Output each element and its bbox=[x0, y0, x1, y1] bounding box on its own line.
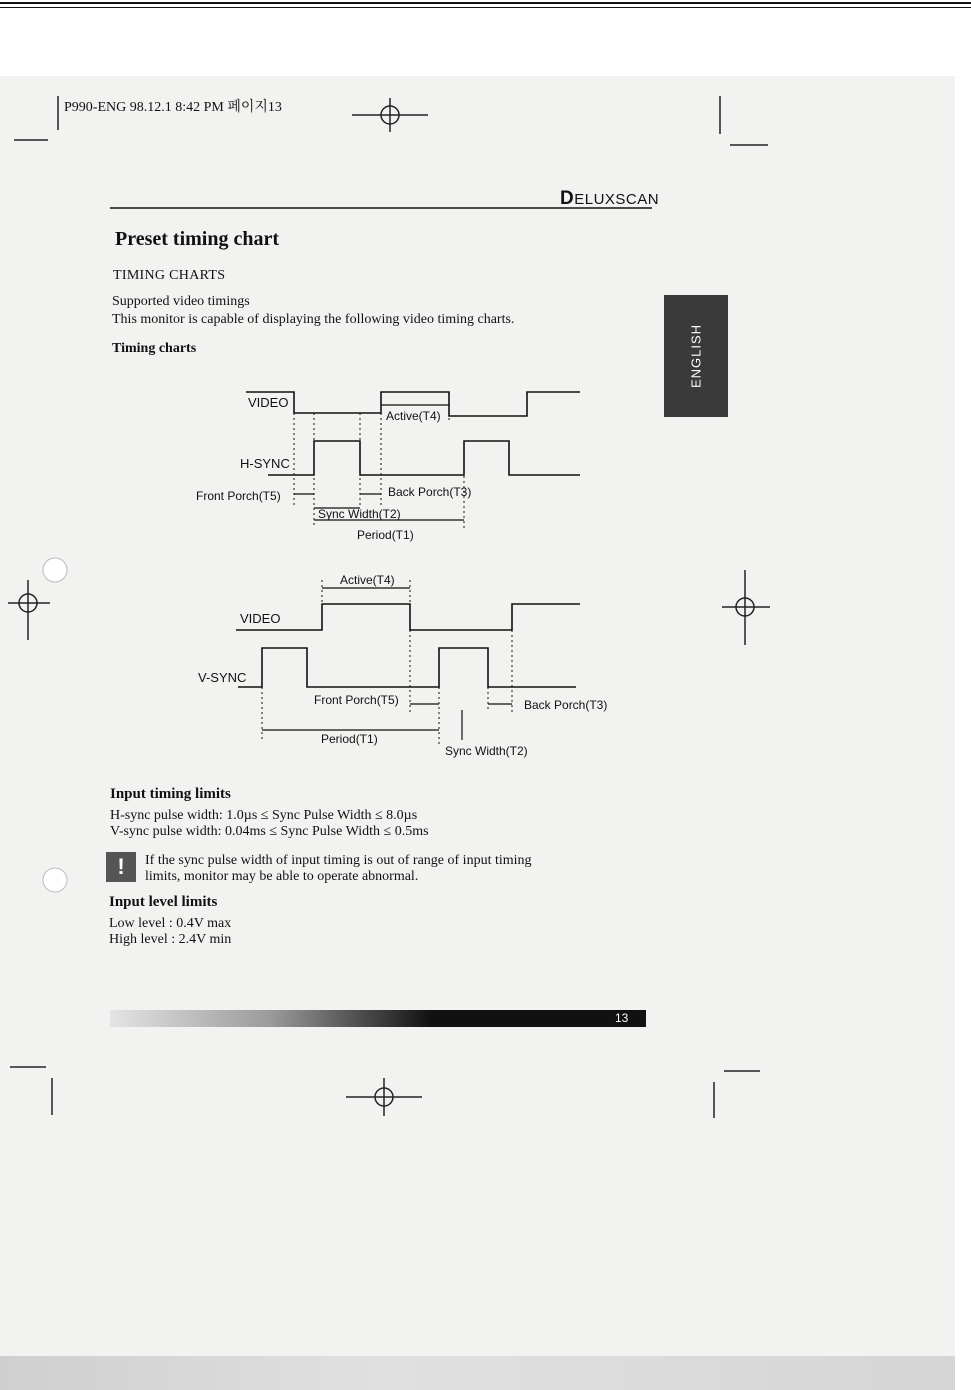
h-sync-waveform bbox=[268, 441, 580, 475]
h-sync-width-label: Sync Width(T2) bbox=[318, 507, 401, 521]
h-active-label: Active(T4) bbox=[386, 409, 441, 423]
v-active-label: Active(T4) bbox=[340, 573, 395, 587]
v-front-porch-label: Front Porch(T5) bbox=[314, 693, 399, 707]
input-timing-line-1: H-sync pulse width: 1.0µs ≤ Sync Pulse Width ≤ 8.0µs bbox=[110, 808, 418, 823]
warning-line-1: If the sync pulse width of input timing is out of range of input timing bbox=[145, 853, 532, 868]
footer-bar bbox=[110, 1010, 646, 1027]
brand-logo bbox=[560, 188, 659, 210]
language-tab-label: ENGLISH bbox=[688, 323, 704, 389]
v-sync-waveform bbox=[238, 648, 576, 687]
subsection-heading: Timing charts bbox=[112, 341, 197, 356]
page-title: Preset timing chart bbox=[115, 228, 280, 250]
scan-edge bbox=[0, 1356, 955, 1390]
page-number: 13 bbox=[615, 1011, 629, 1025]
v-period-label: Period(T1) bbox=[321, 732, 378, 746]
v-arrows bbox=[262, 588, 512, 740]
h-period-label: Period(T1) bbox=[357, 528, 414, 542]
h-front-porch-label: Front Porch(T5) bbox=[196, 489, 281, 503]
brand-rest: ELUXSCAN bbox=[574, 191, 660, 208]
v-sync-label: V-SYNC bbox=[198, 670, 247, 685]
warning-line-2: limits, monitor may be able to operate abnormal. bbox=[145, 869, 419, 884]
brand-initial: D bbox=[560, 188, 575, 209]
v-sync-width-label: Sync Width(T2) bbox=[445, 744, 528, 758]
language-tab bbox=[664, 295, 728, 417]
input-level-heading: Input level limits bbox=[109, 894, 218, 910]
file-stamp: P990-ENG 98.12.1 8:42 PM 페이지13 bbox=[64, 100, 282, 115]
section-heading: TIMING CHARTS bbox=[113, 268, 226, 283]
input-level-line-1: Low level : 0.4V max bbox=[109, 916, 232, 931]
input-level-line-2: High level : 2.4V min bbox=[109, 932, 232, 947]
input-timing-heading: Input timing limits bbox=[110, 786, 231, 802]
v-video-label: VIDEO bbox=[240, 611, 281, 626]
intro-line-2: This monitor is capable of displaying the following video timing charts. bbox=[112, 312, 515, 327]
h-back-porch-label: Back Porch(T3) bbox=[388, 485, 472, 499]
input-timing-line-2: V-sync pulse width: 0.04ms ≤ Sync Pulse Width ≤ 0.5ms bbox=[110, 824, 429, 839]
v-back-porch-label: Back Porch(T3) bbox=[524, 698, 608, 712]
v-video-waveform bbox=[236, 604, 580, 630]
h-sync-label: H-SYNC bbox=[240, 456, 290, 471]
warning-icon: ! bbox=[106, 852, 136, 882]
h-video-label: VIDEO bbox=[248, 395, 289, 410]
intro-line-1: Supported video timings bbox=[112, 294, 250, 309]
